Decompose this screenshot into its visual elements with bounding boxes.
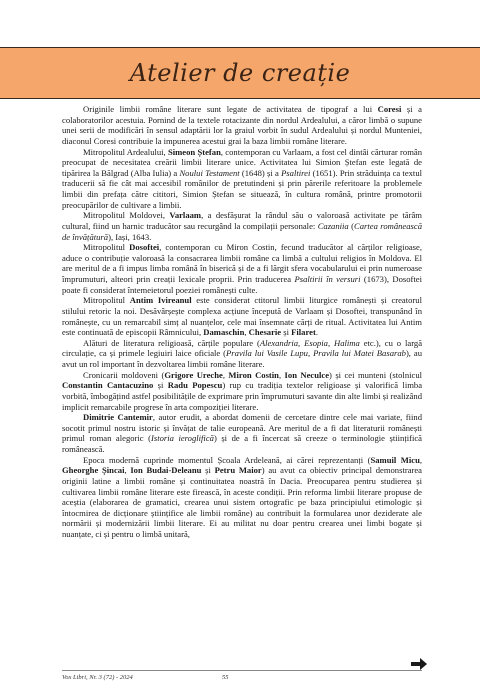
text-run: , autor erudit, a abordat domenii de cercetare dintre cele mai variate, fiind socotit primul nostru istoric și învățat de talie europeană. Are meritul de a fi dat literaturii românești primul roman alegoric ( <box>62 412 422 444</box>
paragraph <box>62 210 422 242</box>
paragraph <box>62 104 422 147</box>
text-run: ) și de a fi încercat să creeze o terminologie științifică românească. <box>62 433 422 454</box>
bold-name: Damaschin <box>203 327 245 338</box>
bold-name: Radu Popescu <box>167 380 223 391</box>
italic-title: Esopia <box>304 337 328 348</box>
text-run: Mitropolitul <box>83 295 130 306</box>
italic-title: Alexandria <box>259 337 299 348</box>
paragraph <box>62 370 422 413</box>
italic-title: Psaltirii în versuri <box>294 274 361 284</box>
bold-name: Ion Neculce <box>284 369 330 380</box>
text-run: , <box>124 465 131 476</box>
text-run: Originile limbii române literare sunt legate de activitatea de tipograf a lui <box>83 104 378 114</box>
text-run: ) au avut ca obiectiv principal demonstrarea originii latine a limbii române și continuitatea noastră în Dacia. Preocuparea pentru studierea și cultivarea limbii române literare este firească, în aceste condiții. Prin reforma limbii literare propuse de aceștia (elaborarea de gramatici, crearea unui sistem ortografic pe baza principiului etimologic și întocmirea de dicționare științifice ale limbii române) au contribuit la formularea unor deziderate ale normării și modernizării limbii literare. Ei au militat nu doar pentru crearea unei limbi bogate și nuanțate, ci și pentru o limbă unitară, <box>62 465 422 539</box>
bold-name: Filaret <box>291 327 316 338</box>
italic-title: Cazaniia <box>317 220 349 231</box>
text-run: . <box>315 327 318 338</box>
italic-title: Istoria ieroglifică <box>151 433 214 444</box>
text-run: , <box>244 327 249 338</box>
bold-name: Miron Costin <box>228 369 279 380</box>
text-run: , <box>307 348 314 359</box>
text-run: , <box>298 337 305 348</box>
text-run: , <box>419 454 423 465</box>
text-run: ) și cei munteni (stolnicul <box>329 369 422 380</box>
text-run: , <box>222 369 229 380</box>
bold-name: Coresi <box>377 104 402 114</box>
text-run: Epoca modernă cuprinde momentul Școala Ardeleană, ai cărei reprezentanți ( <box>83 454 371 465</box>
text-run: (1648) și a <box>239 167 282 178</box>
text-run: , <box>278 369 285 380</box>
page-number: 55 <box>222 674 229 681</box>
text-run: ( <box>348 220 355 231</box>
italic-title: Halima <box>334 337 360 348</box>
italic-title: Noului Testament <box>179 167 240 178</box>
bold-name: Samuil Micu <box>370 454 420 465</box>
text-run: Mitropolitul <box>83 242 130 253</box>
bold-name: Simeon Ștefan <box>167 146 221 157</box>
paragraph <box>62 147 422 211</box>
italic-title: Psaltirei <box>281 167 311 178</box>
bold-name: Constantin Cantacuzino <box>62 380 154 391</box>
text-run: (1673), Dosoftei poate fi considerat întemeietorul poeziei românești culte. <box>62 274 422 295</box>
text-run: și <box>153 380 168 391</box>
bold-name: Chesarie <box>248 327 282 338</box>
text-run: , contemporan cu Varlaam, a fost cel dintâi cărturar român preocupat de necesitatea creării limbii literare unice. Activitatea lui Simion Ștefan este legată de tipărirea la Bălgrad (Alba Iulia) a <box>62 146 422 178</box>
paragraph <box>62 295 422 338</box>
text-run: ), au avut un rol important în dezvoltarea limbii române literare. <box>62 348 423 369</box>
italic-title: Pravila lui Matei Basarab <box>313 348 406 359</box>
bold-name: Dosoftei <box>129 242 160 253</box>
bold-name: Petru Maior <box>214 465 262 476</box>
text-run: , a desfășurat la rândul său o valoroasă activitate pe tărâm cultural, fiind un harnic traducător sau recurgând la compilații personale: <box>62 210 422 231</box>
text-run: Cronicarii moldoveni ( <box>83 369 165 380</box>
paragraph <box>62 242 422 295</box>
text-run: și <box>281 327 292 338</box>
text-run: Mitropolitul Ardealului, <box>83 146 168 157</box>
text-run: și <box>201 465 215 476</box>
bold-name: Antim Ivireanul <box>129 295 192 306</box>
text-run: ) rup cu tradiția textelor religioase și valorifică limba vorbită, îmbogățind astfel posibilitățile de exprimare prin împrumuturi savante din alte limbi și realizând implicit remarcabile progrese în arta compoziției literare. <box>62 380 423 412</box>
bold-name: Gheorghe Șincai <box>62 465 125 476</box>
text-run: , contemporan cu Miron Costin, fecund traducător al cărților religioase, aduce o contribuție valoroasă la consacrarea limbii române ca limbă a cultului religios în Moldova. El are meritul de a fi impus limba română în biserică și de a fi lărgit sfera vocabularului ei prin numeroase împrumuturi, alteori prin creații lexicale proprii. Prin traducerea <box>62 242 422 284</box>
bold-name: Grigore Ureche <box>164 369 223 380</box>
right-arrow-icon <box>410 657 428 671</box>
journal-info: Vox Libri, Nr. 3 (72) - 2024 <box>62 674 133 681</box>
italic-title: Pravila lui Vasile Lupu <box>226 348 308 359</box>
text-run: este considerat ctitorul limbii liturgice românești și creatorul stilului retoric la noi. Desăvârșește complexa acțiune începută de Varlaam și Dosoftei, transpunând în românește, cu un remarcabil simț al nuanțelor, cele mai însemnate cărți de ritual. Activitatea lui Antim este continuată de episcopii Râmnicului, <box>62 295 422 338</box>
banner-title: Atelier de creație <box>129 59 351 87</box>
text-run: Mitropolitul Moldovei, <box>83 210 170 221</box>
bold-name: Ion Budai-Deleanu <box>130 465 202 476</box>
paragraph <box>62 338 422 370</box>
text-run: , <box>327 337 335 348</box>
text-run: (1651). Prin străduința ca textul traducerii să fie cât mai accesibil românilor de pretutindeni și prin părerile referitoare la problemele limbii din prefața către cititori, Simion Ștefan se situează, în cultura română, printre promotorii preocupărilor de cultivare a limbii. <box>62 167 423 210</box>
text-run: etc.), cu o largă circulație, ca și primele legiuiri laice oficiale ( <box>62 337 423 359</box>
bold-name: Varlaam <box>169 210 202 221</box>
article-body <box>62 104 422 540</box>
paragraph <box>62 412 422 455</box>
text-run: Alături de literatura religioasă, cărțile populare ( <box>83 337 260 348</box>
section-banner <box>0 47 480 99</box>
paragraph <box>62 455 422 540</box>
italic-title: Cartea românească de învățătură <box>62 220 422 242</box>
text-run: și a colaboratorilor acestuia. Pornind de la textele rotacizante din nordul Ardealului, a căror limbă o supune unei serii de modificări în sensul adaptării lor la graiul vorbit în sudul Ardealului și nordul Munteniei, diaconul Coresi contribuie la impunerea acestui grai la baza limbii române literare. <box>62 104 422 146</box>
page-footer <box>62 670 422 683</box>
text-run: ), Iași, 1643. <box>108 231 152 242</box>
bold-name: Dimitrie Cantemir <box>83 412 153 423</box>
